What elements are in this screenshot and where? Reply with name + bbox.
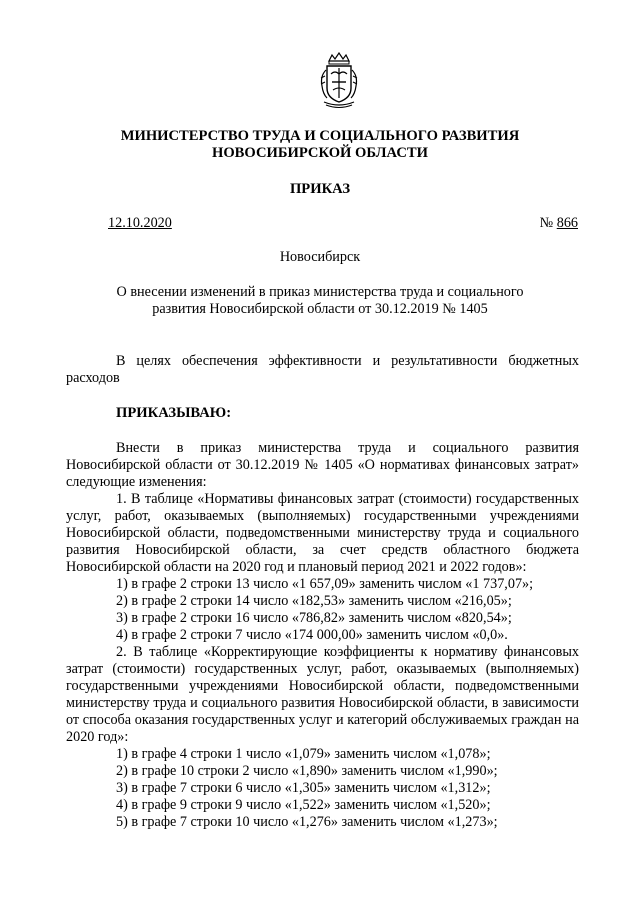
item-1-subitem: 4) в графе 2 строки 7 число «174 000,00» заменить числом «0,0». xyxy=(116,627,508,643)
order-body xyxy=(66,440,579,831)
document-date: 12.10.2020 xyxy=(108,215,172,231)
item-1-subitem: 2) в графе 2 строки 14 число «182,53» заменить числом «216,05»; xyxy=(116,593,512,609)
item-2-subitem: 5) в графе 7 строки 10 число «1,276» заменить числом «1,273»; xyxy=(116,814,498,830)
intro-paragraph: Внести в приказ министерства труда и социального развития Новосибирской области от 30.12.2019 № 1405 «О нормативах финансовых затрат» следующие изменения: xyxy=(66,440,579,490)
document-number xyxy=(540,215,578,232)
ministry-name-line1: МИНИСТЕРСТВО ТРУДА И СОЦИАЛЬНОГО РАЗВИТИЯ xyxy=(120,128,520,144)
item-2-subitem: 3) в графе 7 строки 6 число «1,305» заменить числом «1,312»; xyxy=(116,780,491,796)
item-2-subitem: 4) в графе 9 строки 9 число «1,522» заменить числом «1,520»; xyxy=(116,797,491,813)
document-type-title: ПРИКАЗ xyxy=(289,181,351,197)
item-1-subitem: 1) в графе 2 строки 13 число «1 657,09» заменить числом «1 737,07»; xyxy=(116,576,534,592)
coat-of-arms-icon xyxy=(318,52,360,110)
item-1-subitem: 3) в графе 2 строки 16 число «786,82» заменить числом «820,54»; xyxy=(116,610,512,626)
order-heading: ПРИКАЗЫВАЮ: xyxy=(116,405,232,421)
document-subject-line2: развития Новосибирской области от 30.12.2019 № 1405 xyxy=(152,301,488,317)
document-subject-line1: О внесении изменений в приказ министерства труда и социального xyxy=(116,284,524,300)
preamble-block xyxy=(66,353,579,387)
item-2-subitem: 1) в графе 4 строки 1 число «1,079» заменить числом «1,078»; xyxy=(116,746,491,762)
item-2-subitem: 2) в графе 10 строки 2 число «1,890» заменить числом «1,990»; xyxy=(116,763,498,779)
ministry-name xyxy=(60,128,580,162)
document-number-value: 866 xyxy=(556,215,578,231)
ministry-name-line2: НОВОСИБИРСКОЙ ОБЛАСТИ xyxy=(211,145,428,161)
document-subject xyxy=(110,284,530,318)
preamble-paragraph: В целях обеспечения эффективности и результативности бюджетных расходов xyxy=(66,353,579,386)
document-city: Новосибирск xyxy=(279,249,361,265)
item-2-paragraph: 2. В таблице «Корректирующие коэффициенты к нормативу финансовых затрат (стоимости) государственных услуг, работ, оказываемых (выполняемых) государственными учреждениями Новосибирской области, подведомственными министерству труда и социального развития Новосибирской области, в зависимости от способа оказания государственных услуг и категорий обслуживаемых граждан на 2020 год»: xyxy=(66,644,579,745)
document-number-prefix: № xyxy=(539,215,557,231)
item-1-paragraph: 1. В таблице «Нормативы финансовых затрат (стоимости) государственных услуг, работ, оказываемых (выполняемых) государственными учреждениями Новосибирской области, подведомственными министерству труда и социального развития Новосибирской области, за счет средств областного бюджета Новосибирской области на 2020 год и плановый период 2021 и 2022 годов»: xyxy=(66,491,579,575)
